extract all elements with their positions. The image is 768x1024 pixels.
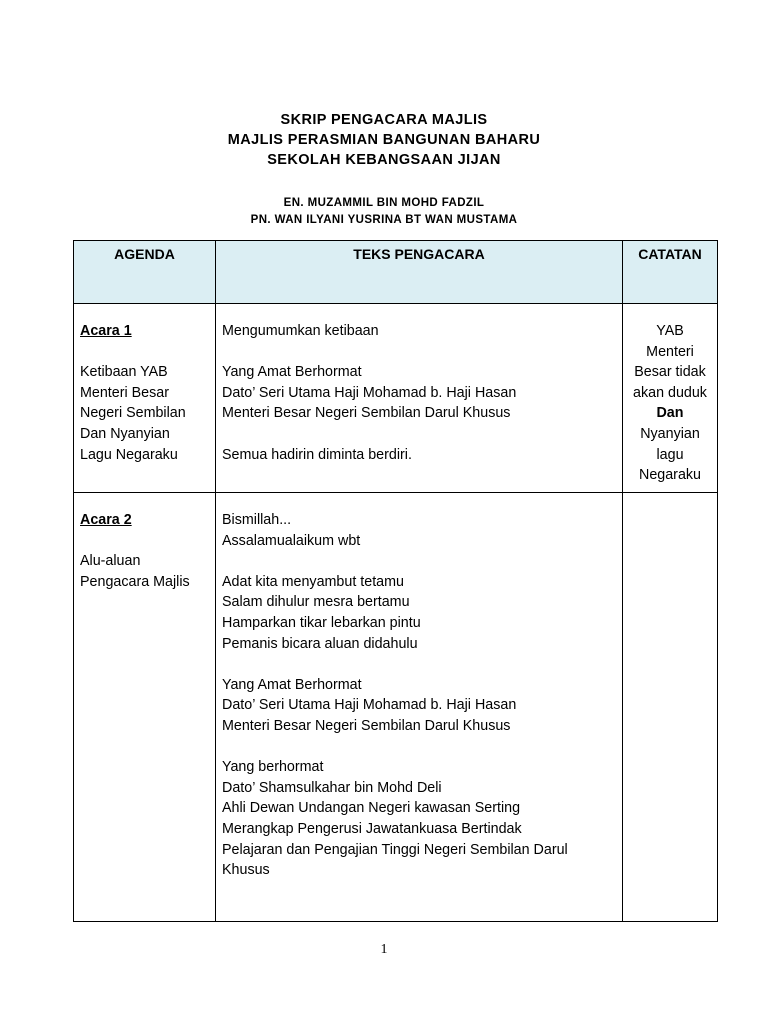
teks-line: Merangkap Pengerusi Jawatankuasa Bertindak bbox=[222, 820, 522, 837]
agenda-cell bbox=[74, 493, 216, 922]
title-line: SEKOLAH KEBANGSAAN JIJAN bbox=[267, 152, 501, 168]
catatan-line-bold: Dan bbox=[656, 405, 684, 422]
catatan-line: Negaraku bbox=[639, 467, 701, 484]
teks-line: Adat kita menyambut tetamu bbox=[222, 573, 404, 590]
agenda-line: Menteri Besar bbox=[80, 384, 169, 401]
title-line: MAJLIS PERASMIAN BANGUNAN BAHARU bbox=[227, 132, 541, 148]
catatan-line: Nyanyian bbox=[640, 425, 700, 442]
document-title bbox=[0, 110, 768, 170]
teks-line: Yang berhormat bbox=[222, 759, 324, 776]
emcee-name: PN. WAN ILYANI YUSRINA BT WAN MUSTAMA bbox=[250, 214, 518, 226]
teks-line: Hamparkan tikar lebarkan pintu bbox=[222, 614, 421, 631]
agenda-line: Negeri Sembilan bbox=[80, 405, 186, 422]
catatan-line: lagu bbox=[656, 446, 684, 463]
column-header-teks: TEKS PENGACARA bbox=[216, 241, 623, 304]
teks-line: Salam dihulur mesra bertamu bbox=[222, 594, 410, 611]
catatan-line: Menteri bbox=[646, 343, 694, 360]
teks-line: Ahli Dewan Undangan Negeri kawasan Serting bbox=[222, 800, 521, 817]
table-row bbox=[74, 304, 718, 493]
teks-line: Mengumumkan ketibaan bbox=[222, 323, 379, 339]
agenda-title: Acara 2 bbox=[80, 512, 132, 528]
emcee-names bbox=[0, 195, 768, 229]
teks-line: Menteri Besar Negeri Sembilan Darul Khusus bbox=[222, 717, 511, 734]
agenda-line: Dan Nyanyian bbox=[80, 425, 170, 442]
table-row bbox=[74, 493, 718, 922]
script-table bbox=[73, 240, 718, 922]
agenda-line: Lagu Negaraku bbox=[80, 446, 178, 463]
teks-line: Semua hadirin diminta berdiri. bbox=[222, 446, 412, 463]
table-header-row bbox=[74, 241, 718, 304]
page-number: 1 bbox=[380, 942, 388, 957]
teks-line: Assalamualaikum wbt bbox=[222, 532, 361, 549]
teks-cell bbox=[216, 493, 623, 922]
agenda-line: Ketibaan YAB bbox=[80, 364, 168, 381]
emcee-name: EN. MUZAMMIL BIN MOHD FADZIL bbox=[283, 197, 485, 209]
catatan-cell bbox=[623, 304, 718, 493]
agenda-line: Pengacara Majlis bbox=[80, 573, 190, 590]
teks-line: Bismillah... bbox=[222, 512, 292, 528]
title-line: SKRIP PENGACARA MAJLIS bbox=[280, 112, 488, 128]
catatan-cell bbox=[623, 493, 718, 922]
teks-line: Menteri Besar Negeri Sembilan Darul Khusus bbox=[222, 405, 511, 422]
catatan-line: akan duduk bbox=[633, 384, 707, 401]
teks-line: Yang Amat Berhormat bbox=[222, 364, 362, 381]
catatan-line: YAB bbox=[656, 323, 684, 339]
teks-line: Dato’ Seri Utama Haji Mohamad b. Haji Hasan bbox=[222, 384, 517, 401]
teks-line: Yang Amat Berhormat bbox=[222, 676, 362, 693]
teks-cell bbox=[216, 304, 623, 493]
teks-line: Khusus bbox=[222, 862, 270, 879]
teks-line: Pemanis bicara aluan didahulu bbox=[222, 635, 418, 652]
column-header-catatan: CATATAN bbox=[623, 241, 718, 304]
agenda-cell bbox=[74, 304, 216, 493]
column-header-agenda: AGENDA bbox=[74, 241, 216, 304]
teks-line: Dato’ Shamsulkahar bin Mohd Deli bbox=[222, 779, 442, 796]
agenda-line: Alu-aluan bbox=[80, 553, 141, 570]
agenda-title: Acara 1 bbox=[80, 323, 132, 339]
teks-line: Dato’ Seri Utama Haji Mohamad b. Haji Hasan bbox=[222, 697, 517, 714]
teks-line: Pelajaran dan Pengajian Tinggi Negeri Sembilan Darul bbox=[222, 841, 568, 858]
catatan-line: Besar tidak bbox=[634, 364, 706, 381]
